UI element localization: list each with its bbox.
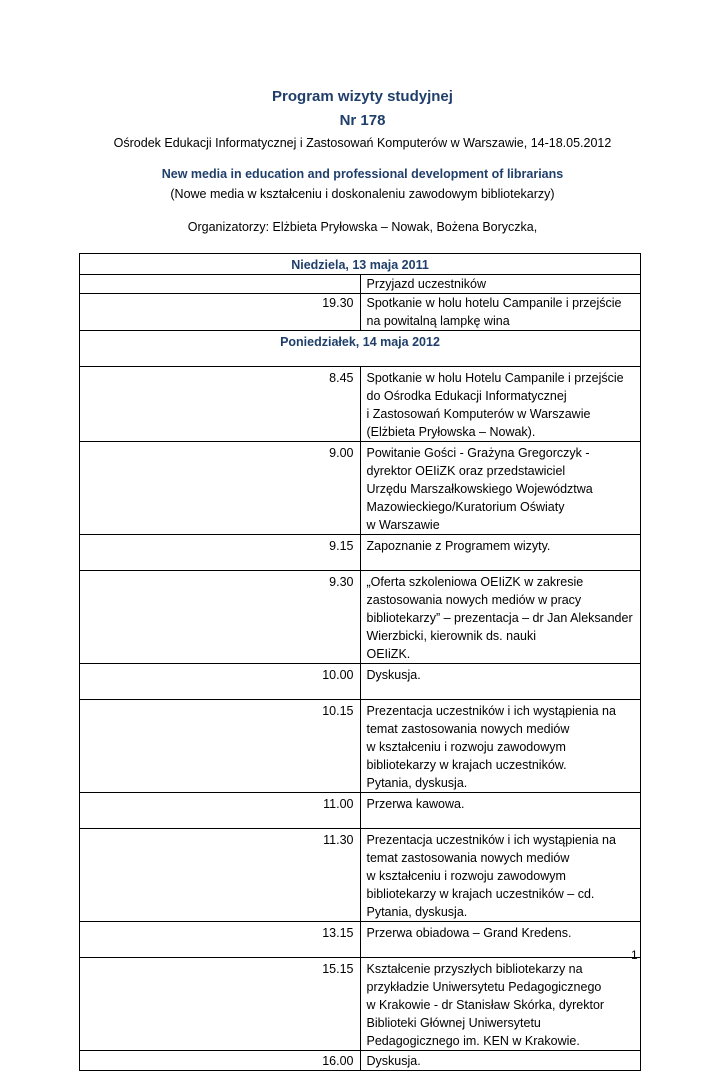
time-cell: 15.15 <box>80 958 361 1051</box>
time-cell: 11.30 <box>80 829 361 922</box>
topic-polish: (Nowe media w kształceniu i doskonaleniu zawodowym bibliotekarzy) <box>170 187 555 201</box>
table-row <box>80 367 641 442</box>
activity-cell: Spotkanie w holu hotelu Campanile i przejście na powitalną lampkę wina <box>360 294 641 331</box>
organizers-line: Organizatorzy: Elżbieta Pryłowska – Nowak, Bożena Boryczka, <box>187 220 538 234</box>
document-number: Nr 178 <box>339 112 386 129</box>
time-cell: 11.00 <box>80 793 361 829</box>
document-title: Program wizyty studyjnej <box>272 88 453 105</box>
day-header-sunday: Niedziela, 13 maja 2011 <box>80 254 641 275</box>
activity-cell: Kształcenie przyszłych bibliotekarzy na przykładzie Uniwersytetu Pedagogicznego w Krakowie - dr Stanisław Skórka, dyrektor Biblioteki Głównej Uniwersytetu Pedagogicznego im. KEN w Krakowie. <box>360 958 641 1051</box>
activity-cell: Powitanie Gości - Grażyna Gregorczyk - dyrektor OEIiZK oraz przedstawiciel Urzędu Marszałkowskiego Województwa Mazowieckiego/Kuratorium Oświaty w Warszawie <box>360 442 641 535</box>
day-header-monday: Poniedziałek, 14 maja 2012 <box>80 331 641 367</box>
table-row <box>80 958 641 1051</box>
table-row <box>80 793 641 829</box>
time-cell <box>80 275 361 294</box>
table-row <box>80 571 641 664</box>
table-row <box>80 1051 641 1071</box>
table-row <box>80 535 641 571</box>
activity-cell: Zapoznanie z Programem wizyty. <box>360 535 641 571</box>
time-cell: 13.15 <box>80 922 361 958</box>
schedule-table <box>79 253 641 1071</box>
time-cell: 10.15 <box>80 700 361 793</box>
time-cell: 9.15 <box>80 535 361 571</box>
activity-cell: Prezentacja uczestników i ich wystąpienia na temat zastosowania nowych mediów w kształceniu i rozwoju zawodowym bibliotekarzy w krajach uczestników. Pytania, dyskusja. <box>360 700 641 793</box>
time-cell: 8.45 <box>80 367 361 442</box>
activity-cell: Przerwa obiadowa – Grand Kredens. <box>360 922 641 958</box>
table-row <box>80 829 641 922</box>
time-cell: 16.00 <box>80 1051 361 1071</box>
time-cell: 10.00 <box>80 664 361 700</box>
activity-cell: Dyskusja. <box>360 664 641 700</box>
table-row <box>80 442 641 535</box>
time-cell: 19.30 <box>80 294 361 331</box>
activity-cell: Prezentacja uczestników i ich wystąpienia na temat zastosowania nowych mediów w kształceniu i rozwoju zawodowym bibliotekarzy w krajach uczestników – cd. Pytania, dyskusja. <box>360 829 641 922</box>
table-row <box>80 664 641 700</box>
page-number: 1 <box>631 948 638 962</box>
table-row <box>80 700 641 793</box>
topic-english: New media in education and professional development of librarians <box>161 167 564 181</box>
activity-cell: Przerwa kawowa. <box>360 793 641 829</box>
table-row <box>80 275 641 294</box>
table-row <box>80 922 641 958</box>
time-cell: 9.00 <box>80 442 361 535</box>
activity-cell: Spotkanie w holu Hotelu Campanile i przejście do Ośrodka Edukacji Informatycznej i Zastosowań Komputerów w Warszawie (Elżbieta Pryłowska – Nowak). <box>360 367 641 442</box>
activity-cell: Przyjazd uczestników <box>360 275 641 294</box>
table-row <box>80 294 641 331</box>
activity-cell: „Oferta szkoleniowa OEIiZK w zakresie zastosowania nowych mediów w pracy bibliotekarzy” – prezentacja – dr Jan Aleksander Wierzbicki, kierownik ds. nauki OEIiZK. <box>360 571 641 664</box>
time-cell: 9.30 <box>80 571 361 664</box>
activity-cell: Dyskusja. <box>360 1051 641 1071</box>
institution-line: Ośrodek Edukacji Informatycznej i Zastosowań Komputerów w Warszawie, 14-18.05.2012 <box>113 136 612 150</box>
